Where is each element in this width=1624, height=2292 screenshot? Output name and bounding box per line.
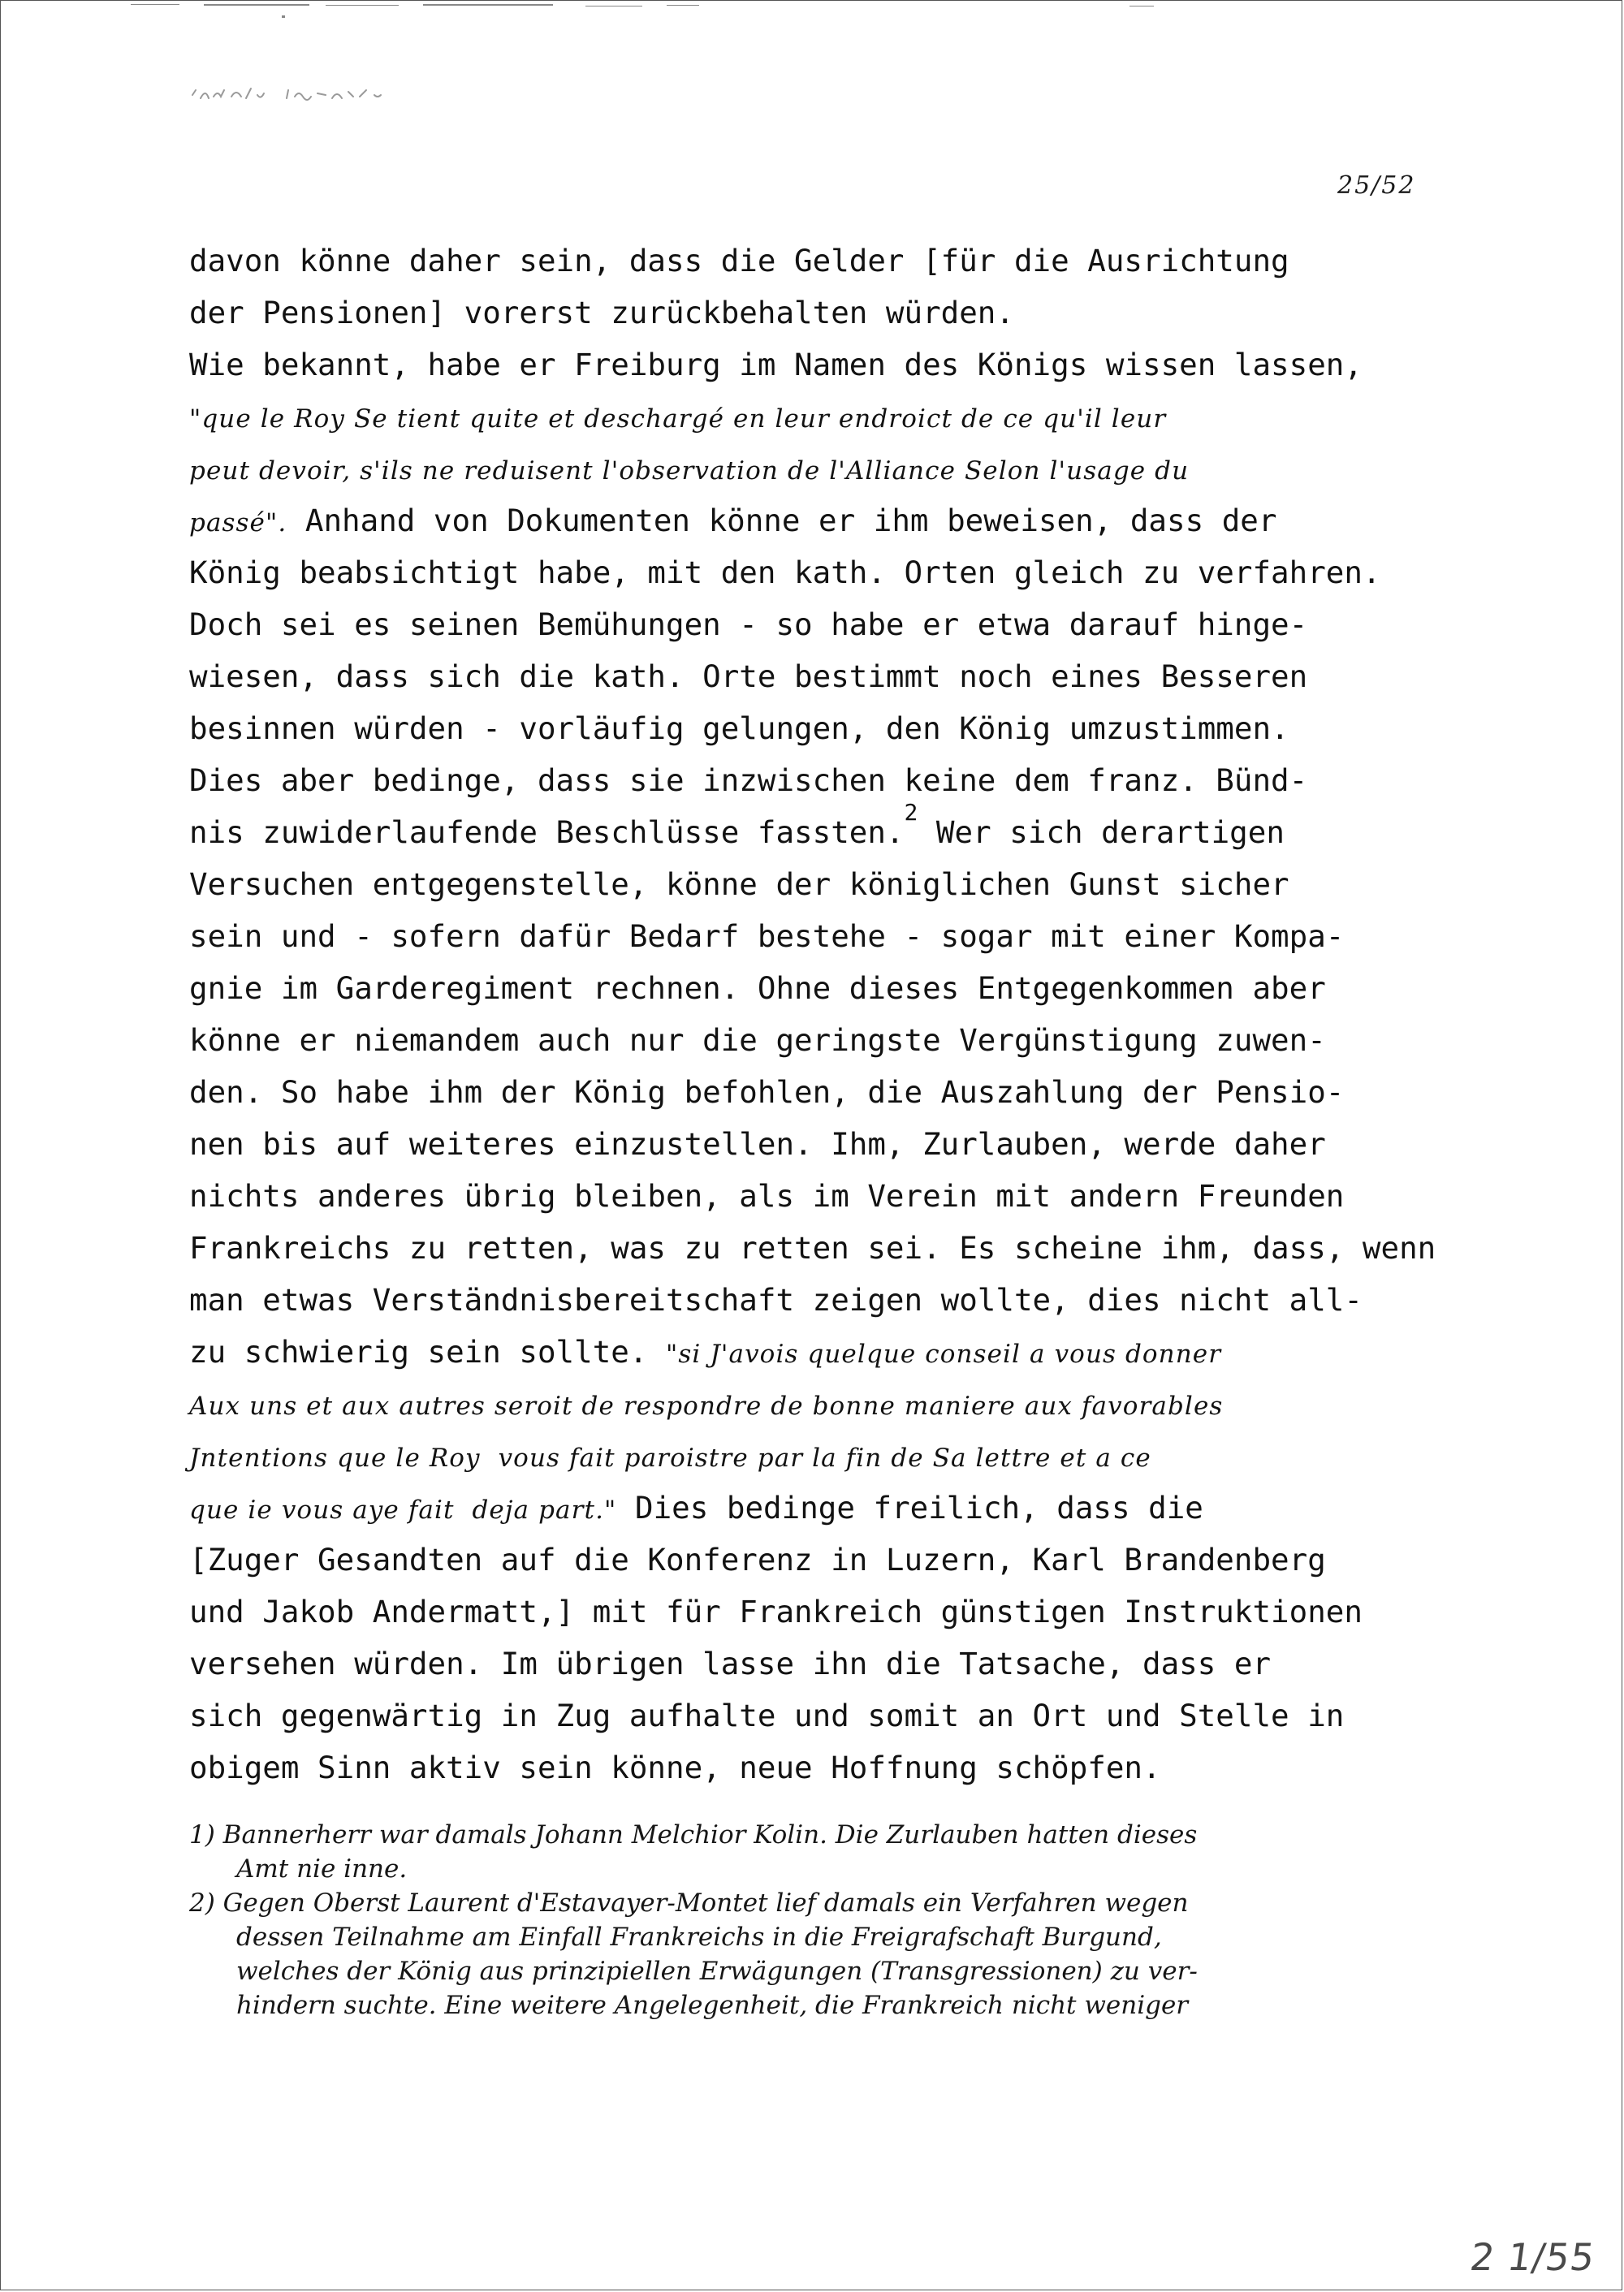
- text-segment: sein und - sofern dafür Bedarf bestehe - sogar mit einer Kompa-: [189, 918, 1345, 954]
- text-line: [189, 598, 1472, 650]
- text-line: [189, 1118, 1472, 1170]
- footnotes: [189, 1818, 1472, 2022]
- text-line: [189, 858, 1472, 910]
- text-line: [189, 799, 1472, 858]
- scan-artifact-top: [131, 1, 1186, 20]
- text-line: [189, 1326, 1472, 1378]
- text-line: [189, 1690, 1472, 1742]
- footnote-line: welches der König aus prinzipiellen Erwägungen (Transgressionen) zu ver-: [236, 1957, 1198, 1986]
- page-number: 25/52: [1337, 171, 1416, 200]
- text-line: [189, 1638, 1472, 1690]
- text-line: [189, 962, 1472, 1014]
- footnote-line: hindern suchte. Eine weitere Angelegenheit, die Frankreich nicht weniger: [236, 1991, 1189, 2020]
- text-line: [189, 494, 1472, 546]
- text-segment: den. So habe ihm der König befohlen, die Auszahlung der Pensio-: [189, 1074, 1345, 1110]
- text-segment: [Zuger Gesandten auf die Konferenz in Luzern, Karl Brandenberg: [189, 1542, 1326, 1578]
- text-segment: zu schwierig sein sollte.: [189, 1334, 666, 1370]
- text-segment: Versuchen entgegenstelle, könne der königlichen Gunst sicher: [189, 866, 1289, 902]
- footnote-line: dessen Teilnahme am Einfall Frankreichs in die Freigrafschaft Burgund,: [236, 1923, 1162, 1952]
- text-line: [189, 287, 1472, 339]
- text-segment: versehen würden. Im übrigen lasse ihn die Tatsache, dass er: [189, 1646, 1272, 1681]
- text-line: [189, 442, 1472, 494]
- text-segment: der Pensionen] vorerst zurückbehalten würden.: [189, 295, 1014, 330]
- french-quote-segment: passé".: [189, 508, 287, 537]
- text-line: [189, 546, 1472, 598]
- archive-page-stamp: 2 1/55: [1467, 2235, 1598, 2279]
- text-segment: gnie im Garderegiment rechnen. Ohne dieses Entgegenkommen aber: [189, 970, 1326, 1006]
- text-segment: Dies bedinge freilich, dass die: [616, 1490, 1203, 1526]
- text-line: [189, 1014, 1472, 1066]
- text-segment: Wie bekannt, habe er Freiburg im Namen des Königs wissen lassen,: [189, 347, 1363, 382]
- text-line: [189, 1742, 1472, 1793]
- text-segment: Dies aber bedinge, dass sie inzwischen keine dem franz. Bünd-: [189, 762, 1308, 798]
- text-line: [189, 1586, 1472, 1638]
- footnote-line: Amt nie inne.: [236, 1854, 408, 1884]
- footnote-line: 1) Bannerherr war damals Johann Melchior Kolin. Die Zurlauben hatten dieses: [189, 1820, 1198, 1850]
- text-line: [189, 1066, 1472, 1118]
- text-segment: wiesen, dass sich die kath. Orte bestimmt noch eines Besseren: [189, 658, 1308, 694]
- text-line: [189, 1534, 1472, 1586]
- text-line: [189, 1170, 1472, 1222]
- footnote-reference: 2: [904, 799, 918, 826]
- text-segment: besinnen würden - vorläufig gelungen, den König umzustimmen.: [189, 710, 1289, 746]
- french-quote-segment: "que le Roy Se tient quite et deschargé en leur endroict de ce qu'il leur: [189, 404, 1167, 434]
- text-segment: davon könne daher sein, dass die Gelder [für die Ausrichtung: [189, 243, 1289, 278]
- french-quote-segment: Aux uns et aux autres seroit de respondre de bonne maniere aux favorables: [189, 1392, 1224, 1421]
- text-line: [189, 1482, 1472, 1534]
- text-segment: könne er niemandem auch nur die geringste Vergünstigung zuwen-: [189, 1022, 1326, 1058]
- text-segment: Doch sei es seinen Bemühungen - so habe er etwa darauf hinge-: [189, 606, 1308, 642]
- text-segment: nichts anderes übrig bleiben, als im Verein mit andern Freunden: [189, 1178, 1345, 1214]
- text-line: [189, 754, 1472, 806]
- text-line: [189, 650, 1472, 702]
- footnote: [189, 1886, 1472, 2022]
- text-segment: nis zuwiderlaufende Beschlüsse fassten.: [189, 814, 905, 850]
- text-segment: Wer sich derartigen: [918, 814, 1285, 850]
- french-quote-segment: Jntentions que le Roy vous fait paroistre par la fin de Sa lettre et a ce: [189, 1444, 1151, 1473]
- body-text: [189, 235, 1472, 1793]
- text-line: [189, 235, 1472, 287]
- text-segment: und Jakob Andermatt,] mit für Frankreich günstigen Instruktionen: [189, 1594, 1363, 1629]
- text-segment: Anhand von Dokumenten könne er ihm beweisen, dass der: [287, 503, 1277, 538]
- footnote-line: 2) Gegen Oberst Laurent d'Estavayer-Montet lief damals ein Verfahren wegen: [189, 1888, 1189, 1918]
- text-line: [189, 1222, 1472, 1274]
- text-segment: obigem Sinn aktiv sein könne, neue Hoffnung schöpfen.: [189, 1750, 1161, 1785]
- text-line: [189, 339, 1472, 391]
- text-line: [189, 1378, 1472, 1430]
- text-segment: sich gegenwärtig in Zug aufhalte und somit an Ort und Stelle in: [189, 1698, 1345, 1733]
- text-line: [189, 391, 1472, 442]
- text-segment: man etwas Verständnisbereitschaft zeigen wollte, dies nicht all-: [189, 1282, 1363, 1318]
- french-quote-segment: que ie vous aye fait deja part.": [189, 1496, 617, 1525]
- footnote: [189, 1818, 1472, 1886]
- text-line: [189, 910, 1472, 962]
- french-quote-segment: peut devoir, s'ils ne reduisent l'observation de l'Alliance Selon l'usage du: [189, 456, 1190, 486]
- text-segment: Frankreichs zu retten, was zu retten sei. Es scheine ihm, dass, wenn: [189, 1230, 1436, 1266]
- french-quote-segment: "si J'avois quelque conseil a vous donner: [666, 1340, 1222, 1369]
- faded-header-annotation: [189, 82, 498, 106]
- text-line: [189, 1430, 1472, 1482]
- text-line: [189, 702, 1472, 754]
- text-segment: nen bis auf weiteres einzustellen. Ihm, Zurlauben, werde daher: [189, 1126, 1326, 1162]
- text-line: [189, 1274, 1472, 1326]
- text-segment: König beabsichtigt habe, mit den kath. Orten gleich zu verfahren.: [189, 555, 1381, 590]
